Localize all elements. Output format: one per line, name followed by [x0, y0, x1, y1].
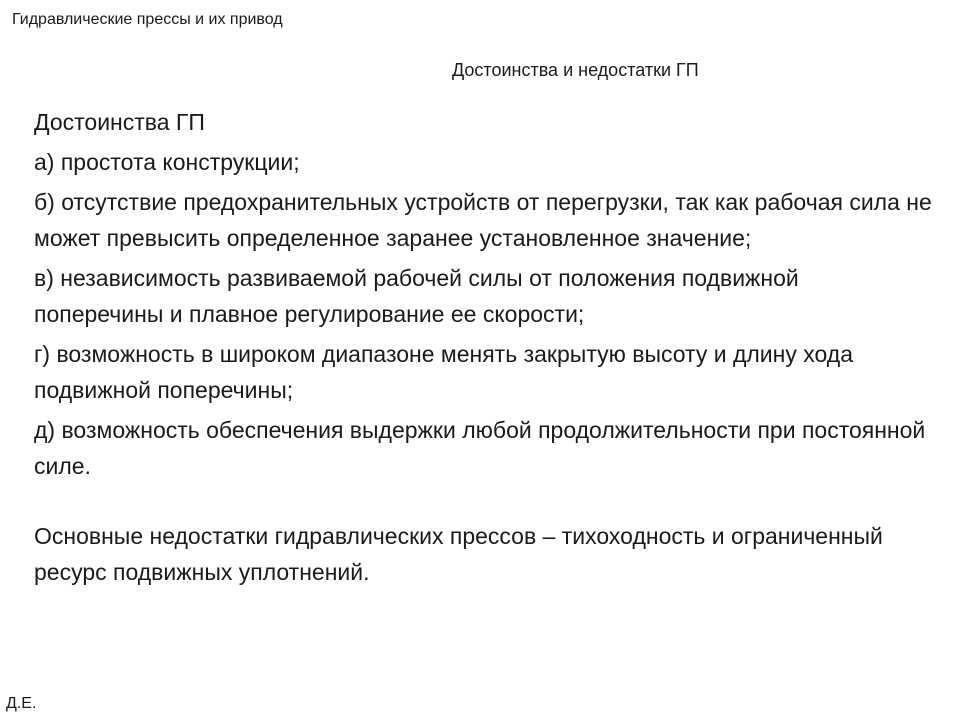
advantage-item-e: д) возможность обеспечения выдержки любой продолжительности при постоянной силе. — [34, 417, 926, 479]
advantage-item-d: г) возможность в широком диапазоне менять закрытую высоту и длину хода подвижной поперечины; — [34, 341, 853, 403]
advantage-item-b: б) отсутствие предохранительных устройств от перегрузки, так как рабочая сила не может превысить определенное заранее установленное значение; — [34, 189, 932, 251]
header-title: Гидравлические прессы и их привод — [12, 11, 283, 28]
slide-content — [34, 104, 934, 594]
footer-author: Д.Е. — [6, 695, 37, 712]
advantage-item-a: а) простота конструкции; — [34, 149, 300, 175]
disadvantages-paragraph: Основные недостатки гидравлических прессов – тихоходность и ограниченный ресурс подвижных уплотнений. — [34, 523, 883, 585]
slide-subtitle: Достоинства и недостатки ГП — [452, 60, 699, 80]
advantage-item-c: в) независимость развиваемой рабочей силы от положения подвижной поперечины и плавное регулирование ее скорости; — [34, 265, 799, 327]
advantages-heading: Достоинства ГП — [34, 109, 205, 135]
